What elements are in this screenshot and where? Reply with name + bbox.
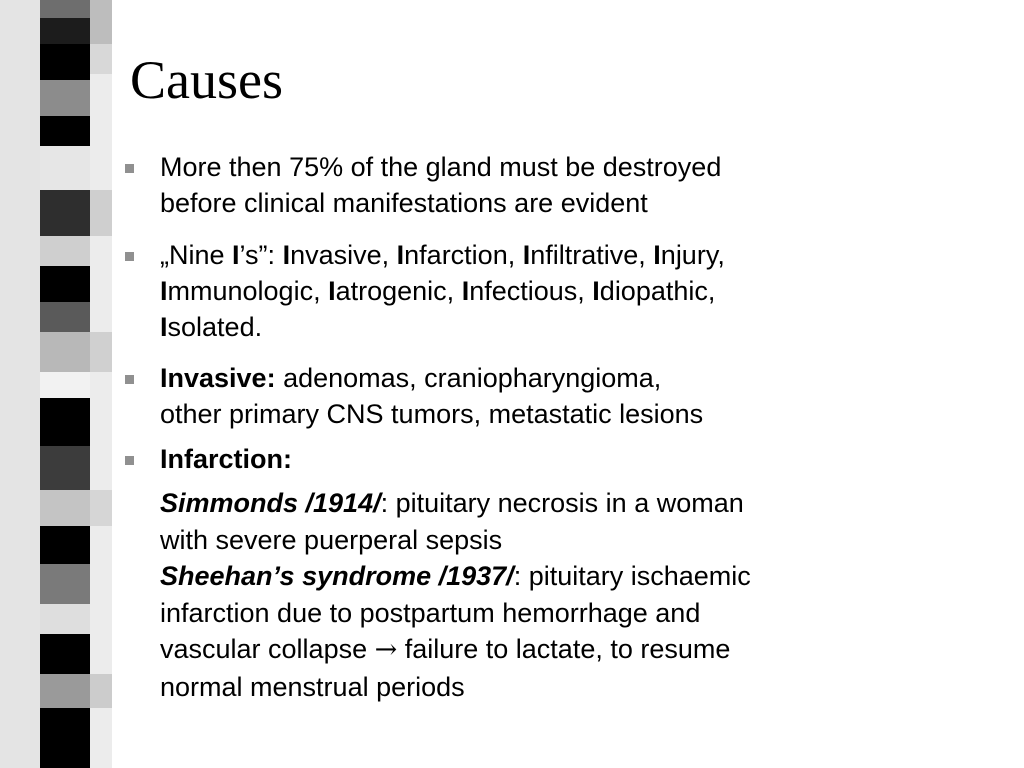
square-bullet-icon [125, 252, 134, 261]
simmonds-label: Simmonds /1914/ [160, 488, 381, 518]
square-bullet-icon [125, 456, 134, 465]
square-bullet-icon [125, 375, 134, 384]
right-arrow-icon: → [374, 634, 398, 665]
sheehan-label: Sheehan’s syndrome /1937/ [160, 561, 514, 591]
bullet-infarction: Infarction: [160, 441, 950, 477]
infarction-detail-text: Simmonds /1914/: pituitary necrosis in a woman with severe puerperal sepsis Sheehan’s syndrome /1937/: pituitary ischaemic infarction due to postpartum hemorrhage and vascular collapse → failure to lactate, to resume normal menstrual periods [160, 488, 751, 702]
bullet-gland-destruction: More then 75% of the gland must be destroyed before clinical manifestations are evident [160, 149, 950, 221]
bullet-invasive: Invasive: adenomas, craniopharyngioma, other primary CNS tumors, metastatic lesions [160, 360, 950, 432]
decorative-stripe-bar [0, 0, 112, 768]
square-bullet-icon [125, 164, 134, 173]
bullet-nine-is: „Nine I’s”: Invasive, Infarction, Infiltrative, Injury, Immunologic, Iatrogenic, Infectious, Idiopathic, Isolated. [160, 237, 950, 345]
slide-title: Causes [130, 50, 283, 110]
